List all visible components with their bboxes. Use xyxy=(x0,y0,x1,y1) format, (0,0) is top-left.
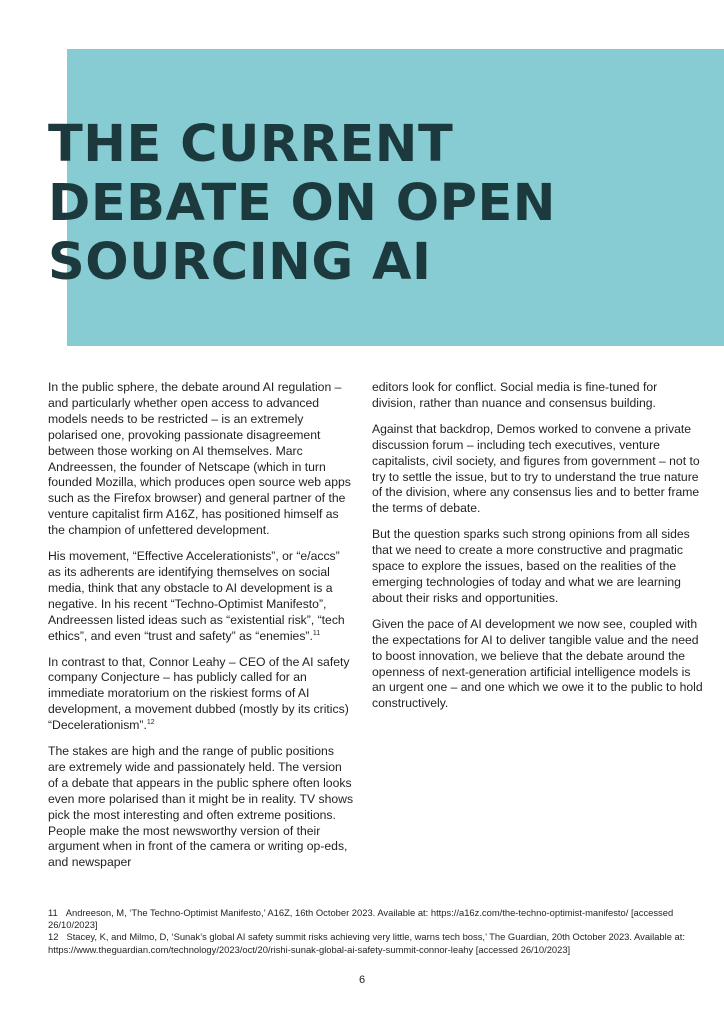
title-line-3: SOURCING AI xyxy=(48,233,432,292)
page-title xyxy=(48,115,556,292)
paragraph: Against that backdrop, Demos worked to convene a private discussion forum – including tech executives, venture capitalists, civil society, and figures from government – not to try to settle the issue, but to try to understand the true nature of the division, where any consensus lies and to better frame the terms of debate. xyxy=(372,421,700,516)
page-number: 6 xyxy=(358,974,366,986)
paragraph xyxy=(48,655,354,735)
footnote-text: Stacey, K, and Milmo, D, ‘Sunak’s global AI safety summit risks achieving very little, warns tech boss,’ The Guardian, 20th October 2023. Available at: https://www.theguardian.com/technology/2023/oct/20/rishi-sunak-global-ai-safety-summit-connor-leahy [accessed 26/10/2023] xyxy=(48,931,685,955)
footnote-11 xyxy=(48,907,698,931)
right-text-column xyxy=(372,380,703,722)
paragraph: The stakes are high and the range of public positions are extremely wide and passionately held. The version of a debate that appears in the public sphere often looks even more polarised than it might be in reality. TV shows pick the most interesting and often extreme positions. People make the most newsworthy version of their argument when in front of the camera or writing op-eds, and newspaper xyxy=(48,744,354,870)
paragraph: Given the pace of AI development we now see, coupled with the expectations for AI to deliver tangible value and the need to boost innovation, we believe that the debate around the openness of next-generation artificial intelligence models is an urgent one – and one which we owe it to the public to hold constructively. xyxy=(372,616,703,711)
footnotes xyxy=(48,907,698,956)
paragraph xyxy=(48,549,354,644)
footnote-ref-12[interactable]: 12 xyxy=(146,719,155,727)
footnote-number: 11 xyxy=(48,907,58,918)
paragraph: But the question sparks such strong opinions from all sides that we need to create a more constructive and pragmatic space to explore the issues, based on the realities of the emerging technologies of today and what we are learning about their risks and opportunities. xyxy=(372,527,690,605)
title-line-2: DEBATE ON OPEN xyxy=(48,174,556,233)
paragraph: In the public sphere, the debate around AI regulation – and particularly whether open access to advanced models needs to be restricted – is an extremely polarised one, provoking passionate disagreement between those working on AI themselves. Marc Andreessen, the founder of Netscape (which in turn founded Mozilla, which produces open source web apps such as the Firefox browser) and general partner of the venture capitalist firm A16Z, has positioned himself as the champion of unfettered development. xyxy=(48,380,351,538)
footnote-number: 12 xyxy=(48,931,59,943)
paragraph-text: His movement, “Effective Accelerationists”, or “e/accs” as its adherents are identifying themselves on social media, think that any obstacle to AI development is a negative. In his recent “Techno-Optimist Manifesto”, Andreessen listed ideas such as “existential risk”, “tech ethics”, and even “trust and safety” as “enemies”. xyxy=(48,549,345,643)
footnote-text: Andreeson, M, ‘The Techno-Optimist Manifesto,’ A16Z, 16th October 2023. Available at: https://a16z.com/the-techno-optimist-manifesto/ [accessed 26/10/2023] xyxy=(48,907,674,931)
paragraph-text: In contrast to that, Connor Leahy – CEO of the AI safety company Conjecture – has publicly called for an immediate moratorium on the riskiest forms of AI development, a movement dubbed (mostly by its critics) “Decelerationism”. xyxy=(48,654,350,733)
left-text-column xyxy=(48,380,354,881)
footnote-12 xyxy=(48,931,698,955)
title-line-1: THE CURRENT xyxy=(48,115,454,174)
footnote-ref-11[interactable]: 11 xyxy=(312,629,321,637)
paragraph: editors look for conflict. Social media is fine-tuned for division, rather than nuance and consensus building. xyxy=(372,380,658,410)
